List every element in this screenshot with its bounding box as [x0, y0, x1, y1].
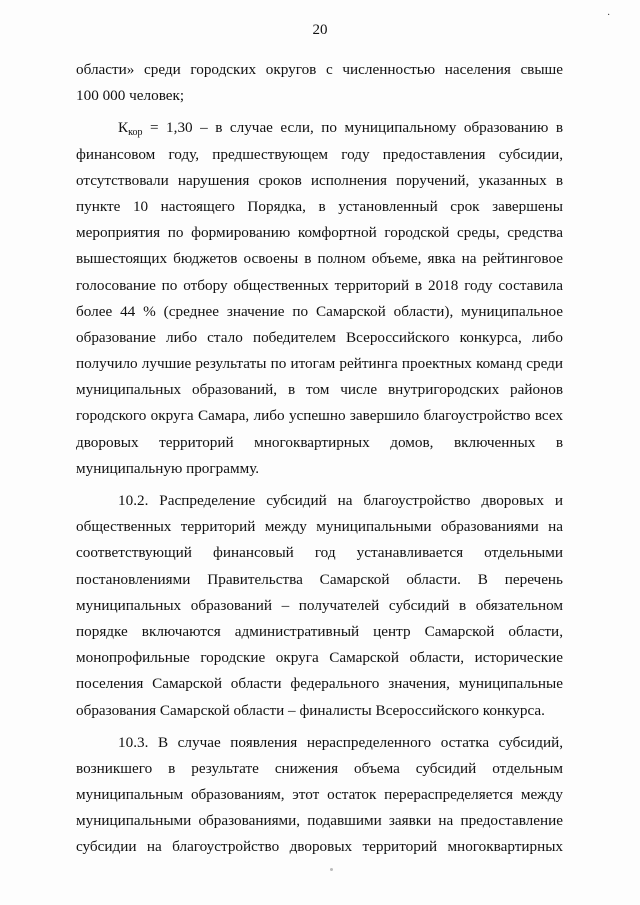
text-line: постановлениями Правительства Самарской области. В перечень	[76, 570, 563, 588]
kor-symbol	[118, 119, 143, 139]
body-text	[76, 57, 563, 861]
text-line: поселения Самарской области федерального значения, муниципальные	[76, 675, 563, 693]
text-line: более 44 % (среднее значение по Самарской области), муниципальное	[76, 302, 563, 320]
text-line: мероприятия по формированию комфортной городской среды, средства	[76, 224, 563, 242]
section-10-2-first-line: 10.2. Распределение субсидий на благоустройство дворовых и	[118, 492, 563, 509]
text-line: муниципальным образованиям, этот остаток перераспределяется между	[76, 786, 563, 804]
section-10-3-first-line: 10.3. В случае появления нераспределенного остатка субсидий,	[118, 733, 563, 751]
corner-mark: .	[607, 6, 610, 18]
text-line: городского округа Самара, либо успешно завершило благоустройство всех	[76, 407, 563, 425]
text-line: муниципальных образований, в том числе внутригородских районов	[76, 381, 563, 399]
text-line: области» среди городских округов с численностью населения свыше	[76, 61, 563, 78]
kor-symbol-subscript: кор	[128, 127, 143, 139]
text-line: получило лучшие результаты по итогам рейтинга проектных команд среди	[76, 355, 563, 373]
text-line: возникшего в результате снижения объема субсидий отдельным	[76, 759, 563, 777]
kor-symbol-letter: К	[118, 119, 129, 137]
kor-coefficient-line	[76, 115, 563, 141]
text-line: муниципальную программу.	[76, 459, 260, 477]
text-line: пункте 10 настоящего Порядка, в установленный срок завершены	[76, 197, 563, 215]
text-line: соответствующий финансовый год устанавливается отдельными	[76, 544, 563, 562]
text-line: общественных территорий между муниципальными образованиями на	[76, 518, 563, 536]
text-line: порядке включаются административный центр Самарской области,	[76, 622, 563, 640]
text-line: отсутствовали нарушения сроков исполнения поручений, указанных в	[76, 171, 563, 189]
text-line: голосование по отбору общественных территорий в 2018 году составила	[76, 276, 563, 294]
text-line: образования Самарской области – финалисты Всероссийского конкурса.	[76, 701, 545, 719]
text-line: финансовом году, предшествующем году предоставления субсидии,	[76, 145, 563, 163]
text-line: 100 000 человек;	[76, 87, 185, 105]
text-line: дворовых территорий многоквартирных домов, включенных в	[76, 433, 563, 451]
text-line: муниципальными образованиями, подавшими заявки на предоставление	[76, 812, 563, 830]
text-line: субсидии на благоустройство дворовых территорий многоквартирных	[76, 838, 563, 856]
kor-first-line-text: = 1,30 – в случае если, по муниципальному образованию в	[142, 119, 563, 137]
text-line: монопрофильные городские округа Самарской области, исторические	[76, 649, 563, 667]
scan-speck	[330, 868, 333, 871]
text-line: образование либо стало победителем Всероссийского конкурса, либо	[76, 328, 563, 346]
text-line: вышестоящих бюджетов освоены в полном объеме, явка на рейтинговое	[76, 250, 563, 268]
text-line: муниципальных образований – получателей субсидий в обязательном	[76, 596, 563, 614]
page-number: 20	[312, 22, 328, 38]
